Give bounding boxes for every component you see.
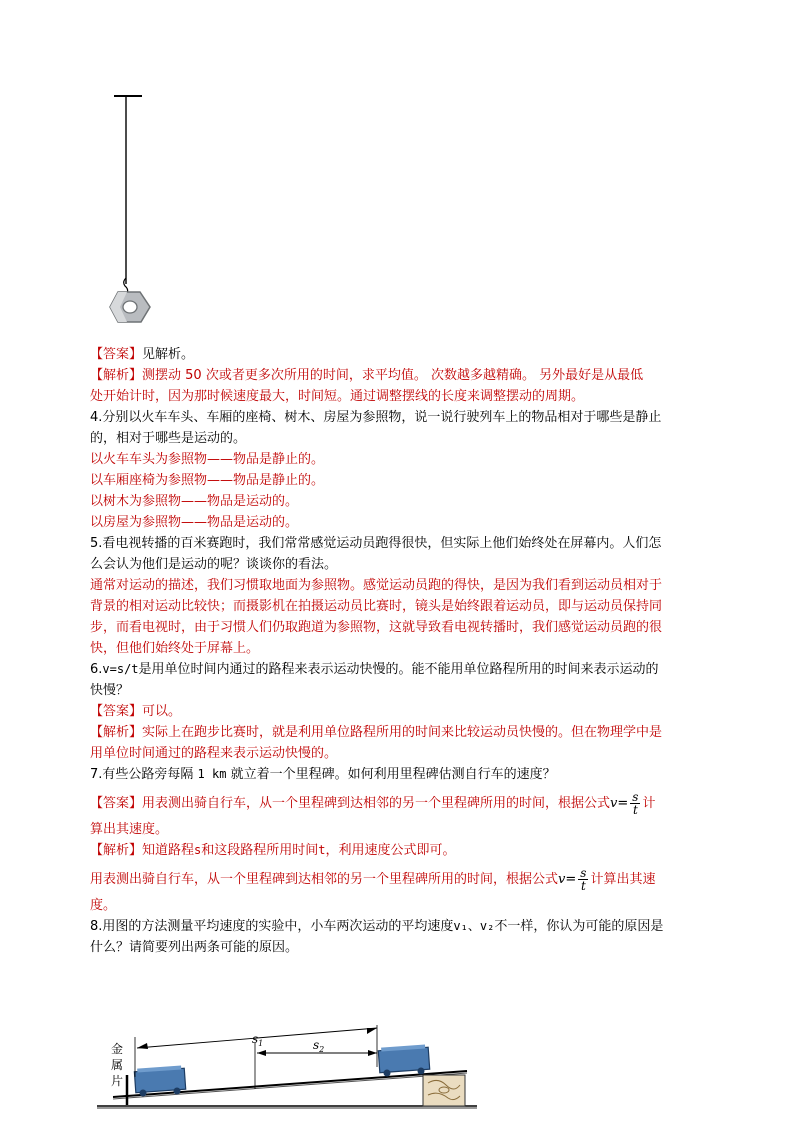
q4-answer-line-2: 以车厢座椅为参照物——物品是静止的。 [90,473,325,488]
document-body [90,344,710,958]
q5-answer-line-1: 通常对运动的描述，我们习惯取地面为参照物。感觉运动员跑的得快，是因为我们看到运动员相对于 [90,578,663,593]
formula-fraction: $\frac{s}{t}$ [632,790,639,817]
q6-question-line-2: 快慢？ [90,683,130,698]
s2-label: $s_2$ [313,1038,325,1054]
q7-extra-line-1: 用表测出骑自行车，从一个里程碑到达相邻的另一个里程碑所用的时间，根据公式v= $\frac{s}{t}$ 计算出其速 [90,866,656,893]
q3-analysis-line-1: 【解析】测摆动 50 次或者更多次所用的时间，求平均值。 次数越多越精确。 另外最好是从最低 [90,368,644,383]
q4-answer-line-4: 以房屋为参照物——物品是运动的。 [90,515,299,530]
q6-question-line-1: 6.v=s/t是用单位时间内通过的路程来表示运动快慢的。能不能用单位路程所用的时间来表示运动的 [90,662,659,677]
formula-fraction: $\frac{s}{t}$ [580,866,587,893]
q7-analysis: 【解析】知道路程s和这段路程所用时间t，利用速度公式即可。 [90,843,456,858]
metal-plate-label-1: 金 [111,1042,124,1056]
incline-figure [95,1015,480,1115]
metal-plate-label-2: 属 [111,1058,124,1072]
pendulum-figure [100,88,160,333]
speed-formula: v=s/t [102,662,139,676]
q5-question-line-1: 5.看电视转播的百米赛跑时，我们常常感觉运动员跑得很快，但实际上他们始终处在屏幕内。人们怎 [90,536,662,551]
cart-bottom [134,1065,185,1096]
formula-v: v [610,796,618,811]
q5-answer-line-4: 快，但他们始终处于屏幕上。 [90,641,260,656]
q8-question-line-2: 什么？请简要列出两条可能的原因。 [90,940,299,955]
wooden-block [423,1075,465,1106]
q7-extra-line-2: 度。 [90,898,117,913]
q7-question: 7.有些公路旁每隔 1 km 就立着一个里程碑。如何利用里程碑估测自行车的速度？ [90,767,556,782]
q5-question-line-2: 么会认为他们是运动的呢？谈谈你的看法。 [90,557,338,572]
hex-nut-icon [110,292,150,322]
answer-tag: 【答案】 [90,704,143,719]
q3-analysis-line-2: 处开始计时，因为那时候速度最大，时间短。通过调整摆线的长度来调整摆动的周期。 [90,389,585,404]
q4-question-line-2: 的，相对于哪些是运动的。 [90,431,247,446]
answer-tag: 【答案】 [90,796,143,811]
q4-answer-line-1: 以火车车头为参照物——物品是静止的。 [90,452,325,467]
analysis-tag: 【解析】 [90,843,143,858]
q7-answer-line-1: 【答案】用表测出骑自行车，从一个里程碑到达相邻的另一个里程碑所用的时间，根据公式v= $\frac{s}{t}$ 计 [90,790,656,817]
q3-answer: 【答案】见解析。 [90,347,195,362]
cart-top [378,1044,429,1076]
analysis-tag: 【解析】 [90,368,143,383]
q7-answer-line-2: 算出其速度。 [90,822,169,837]
q6-answer: 【答案】可以。 [90,704,182,719]
s1-label: $s_1$ [252,1032,264,1048]
answer-tag: 【答案】 [90,347,143,362]
q4-answer-line-3: 以树木为参照物——物品是运动的。 [90,494,299,509]
analysis-tag: 【解析】 [90,725,143,740]
metal-plate-label-3: 片 [111,1074,124,1088]
q6-analysis-line-1: 【解析】实际上在跑步比赛时，就是利用单位路程所用的时间来比较运动员快慢的。但在物理学中是 [90,725,663,740]
q4-question-line-1: 4.分别以火车车头、车厢的座椅、树木、房屋为参照物，说一说行驶列车上的物品相对于哪些是静止 [90,410,662,425]
q8-question-line-1: 8.用图的方法测量平均速度的实验中，小车两次运动的平均速度v₁、v₂不一样，你认为可能的原因是 [90,919,664,934]
q5-answer-line-2: 背景的相对运动比较快；而摄影机在拍摄运动员比赛时，镜头是始终跟着运动员，即与运动员保持同 [90,599,663,614]
q5-answer-line-3: 步，而看电视时，由于习惯人们仍取跑道为参照物，这就导致看电视转播时，我们感觉运动员跑的很 [90,620,663,635]
q6-analysis-line-2: 用单位时间通过的路程来表示运动快慢的。 [90,746,338,761]
